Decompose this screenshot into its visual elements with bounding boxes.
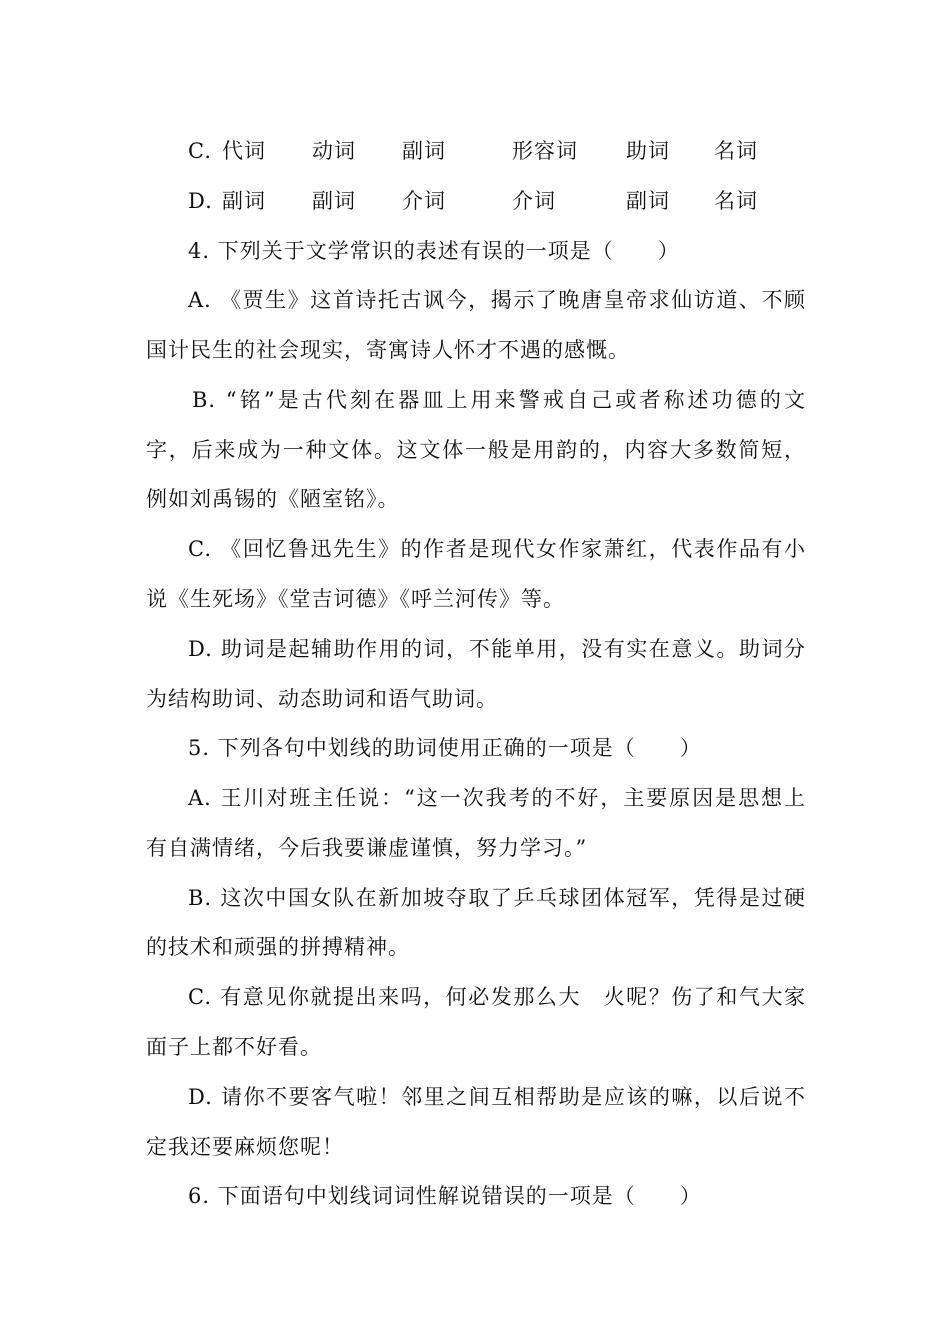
option-word: 介词 <box>402 189 446 213</box>
option-row-d <box>188 186 806 216</box>
option-word: 介词 <box>512 189 556 213</box>
option-word: 代词 <box>222 139 266 163</box>
option-word: 副词 <box>312 189 356 213</box>
option-word: 副词 <box>402 139 446 163</box>
option-row-c <box>188 136 806 166</box>
option-word: 副词 <box>222 189 266 213</box>
q5-option-c-line2: 面子上都不好看。 <box>146 1035 322 1059</box>
q4-option-d-line2: 为结构助词、动态助词和语气助词。 <box>146 687 498 711</box>
q5-option-c-line1: C. 有意见你就提出来吗，何必发那么大 火呢？伤了和气大家 <box>188 985 806 1009</box>
q4-option-b-line2: 字，后来成为一种文体。这文体一般是用韵的，内容大多数简短， <box>146 438 806 462</box>
q4-option-b-line3: 例如刘禹锡的《陋室铭》。 <box>146 487 400 511</box>
q4-option-c-line2: 说《生死场》《堂吉诃德》《呼兰河传》等。 <box>146 587 565 611</box>
q5-option-b-line2: 的技术和顽强的拼搏精神。 <box>146 935 410 959</box>
question-6-stem: 6. 下面语句中划线词词性解说错误的一项是（ ） <box>188 1184 702 1208</box>
question-5-stem: 5. 下列各句中划线的助词使用正确的一项是（ ） <box>188 736 702 760</box>
q5-option-a-line1: A. 王川对班主任说：“这一次我考的不好，主要原因是思想上 <box>188 786 806 810</box>
q4-option-a-line2: 国计民生的社会现实，寄寓诗人怀才不遇的感慨。 <box>146 338 630 362</box>
q4-option-a-line1: A. 《贾生》这首诗托古讽今，揭示了晚唐皇帝求仙访道、不顾 <box>188 288 806 312</box>
option-word: 形容词 <box>512 139 578 163</box>
q5-option-d-line1: D. 请你不要客气啦！邻里之间互相帮助是应该的嘛，以后说不 <box>188 1085 806 1109</box>
option-word: 动词 <box>312 139 356 163</box>
option-word: 副词 <box>626 189 670 213</box>
q5-option-a-line2: 有自满情绪，今后我要谦虚谨慎，努力学习。” <box>146 836 588 860</box>
q5-option-d-line2: 定我还要麻烦您呢！ <box>146 1135 344 1159</box>
q4-option-c-line1: C. 《回忆鲁迅先生》的作者是现代女作家萧红，代表作品有小 <box>188 537 806 561</box>
q5-option-b-line1: B. 这次中国女队在新加坡夺取了乒乓球团体冠军，凭得是过硬 <box>188 886 806 910</box>
option-label: C. <box>188 139 212 163</box>
question-4-stem: 4. 下列关于文学常识的表述有误的一项是（ ） <box>188 239 680 263</box>
option-label: D. <box>188 189 213 213</box>
option-word: 名词 <box>714 139 758 163</box>
option-word: 名词 <box>714 189 758 213</box>
q4-option-b-line1: B. “铭”是古代刻在器皿上用来警戒自己或者称述功德的文 <box>192 388 806 412</box>
option-word: 助词 <box>626 139 670 163</box>
q4-option-d-line1: D. 助词是起辅助作用的词，不能单用，没有实在意义。助词分 <box>188 637 806 661</box>
